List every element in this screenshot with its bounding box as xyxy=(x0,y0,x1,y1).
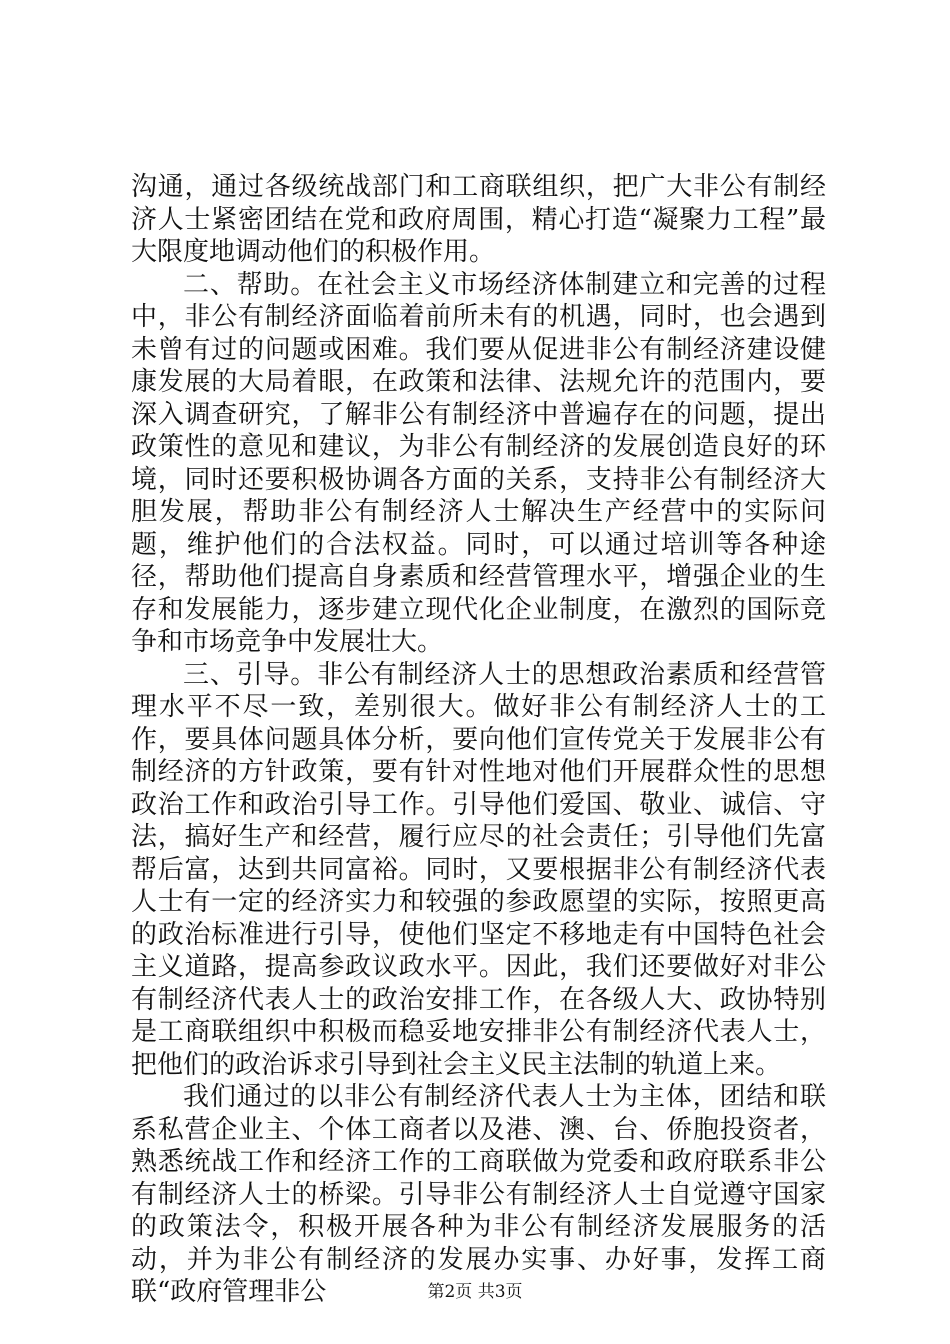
page-footer: 第2页 共3页 xyxy=(427,1282,523,1302)
paragraph-guidance: 三、引导。非公有制经济人士的思想政治素质和经营管理水平不尽一致，差别很大。做好非公有制经济人士的工作，要具体问题具体分析，要向他们宣传党关于发展非公有制经济的方针政策，要有针对性地对他们开展群众性的思想政治工作和政治引导工作。引导他们爱国、敬业、诚信、守法，搞好生产和经营，履行应尽的社会责任；引导他们先富帮后富，达到共同富裕。同时，又要根据非公有制经济代表人士有一定的经济实力和较强的参政愿望的实际，按照更高的政治标准进行引导，使他们坚定不移地走有中国特色社会主义道路，提高参政议政水平。因此，我们还要做好对非公有制经济代表人士的政治安排工作，在各级人大、政协特别是工商联组织中积极而稳妥地安排非公有制经济代表人士，把他们的政治诉求引导到社会主义民主法制的轨道上来。 xyxy=(131,659,826,1080)
paragraph-continuation: 沟通，通过各级统战部门和工商联组织，把广大非公有制经济人士紧密团结在党和政府周围，精心打造“凝聚力工程”最大限度地调动他们的积极作用。 xyxy=(131,172,826,267)
paragraph-federation: 我们通过的以非公有制经济代表人士为主体，团结和联系私营企业主、个体工商者以及港、澳、台、侨胞投资者，熟悉统战工作和经济工作的工商联做为党委和政府联系非公有制经济人士的桥梁。引导非公有制经济人士自觉遵守国家的政策法令，积极开展各种为非公有制经济发展服务的活动，并为非公有制经济的发展办实事、办好事，发挥工商联“政府管理非公 xyxy=(131,1082,826,1307)
document-body xyxy=(131,171,826,1309)
paragraph-help: 二、帮助。在社会主义市场经济体制建立和完善的过程中，非公有制经济面临着前所未有的机遇，同时，也会遇到未曾有过的问题或困难。我们要从促进非公有制经济建设健康发展的大局着眼，在政策和法律、法规允许的范围内，要深入调查研究，了解非公有制经济中普遍存在的问题，提出政策性的意见和建议，为非公有制经济的发展创造良好的环境，同时还要积极协调各方面的关系，支持非公有制经济大胆发展，帮助非公有制经济人士解决生产经营中的实际问题，维护他们的合法权益。同时，可以通过培训等各种途径，帮助他们提高自身素质和经营管理水平，增强企业的生存和发展能力，逐步建立现代化企业制度，在激烈的国际竞争和市场竞争中发展壮大。 xyxy=(131,269,826,657)
